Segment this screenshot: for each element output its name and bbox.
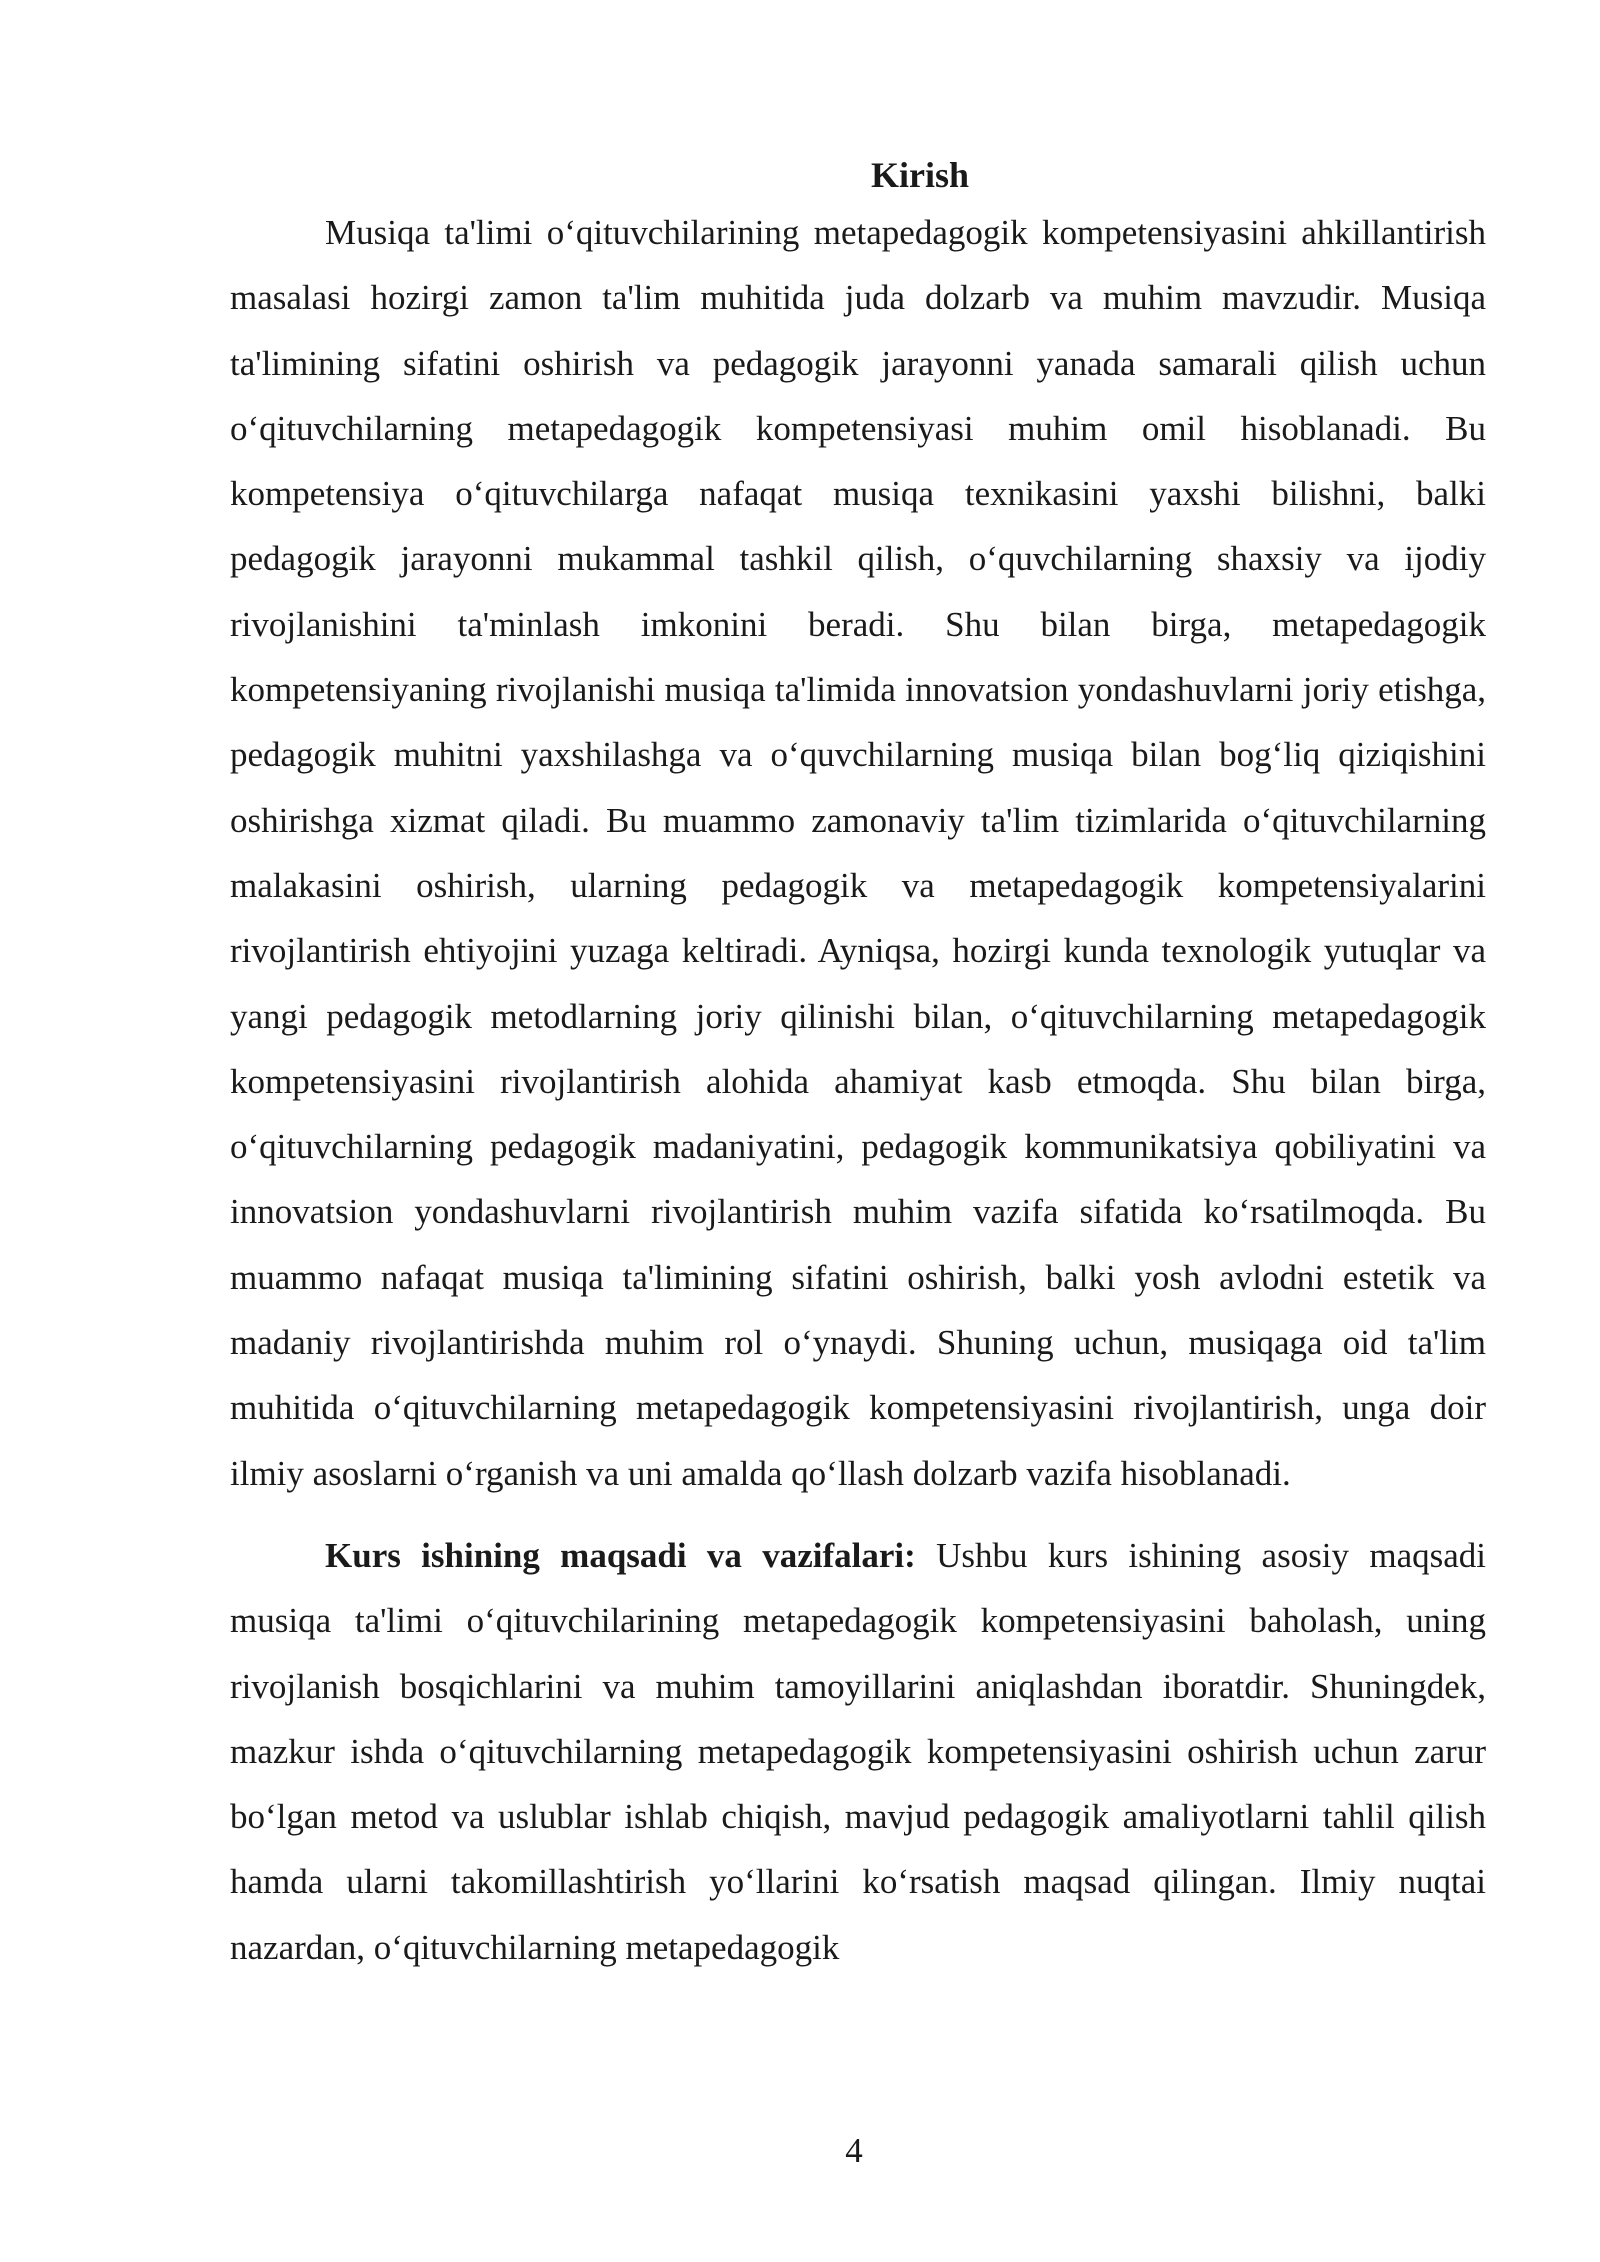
goals-lead: Kurs ishining maqsadi va vazifalari:: [325, 1535, 916, 1575]
intro-paragraph: Musiqa ta'limi o‘qituvchilarining metapedagogik kompetensiyasini ahkillantirish masalasi hozirgi zamon ta'lim muhitida juda dolzarb va muhim mavzudir. Musiqa ta'limining sifatini oshirish va pedagogik jarayonni yanada samarali qilish uchun o‘qituvchilarning metapedagogik kompetensiyasi muhim omil hisoblanadi. Bu kompetensiya o‘qituvchilarga nafaqat musiqa texnikasini yaxshi bilishni, balki pedagogik jarayonni mukammal tashkil qilish, o‘quvchilarning shaxsiy va ijodiy rivojlanishini ta'minlash imkonini beradi. Shu bilan birga, metapedagogik kompetensiyaning rivojlanishi musiqa ta'limida innovatsion yondashuvlarni joriy etishga, pedagogik muhitni yaxshilashga va o‘quvchilarning musiqa bilan bog‘liq qiziqishini oshirishga xizmat qiladi. Bu muammo zamonaviy ta'lim tizimlarida o‘qituvchilarning malakasini oshirish, ularning pedagogik va metapedagogik kompetensiyalarini rivojlantirish ehtiyojini yuzaga keltiradi. Ayniqsa, hozirgi kunda texnologik yutuqlar va yangi pedagogik metodlarning joriy qilinishi bilan, o‘qituvchilarning metapedagogik kompetensiyasini rivojlantirish alohida ahamiyat kasb etmoqda. Shu bilan birga, o‘qituvchilarning pedagogik madaniyatini, pedagogik kommunikatsiya qobiliyatini va innovatsion yondashuvlarni rivojlantirish muhim vazifa sifatida ko‘rsatilmoqda. Bu muammo nafaqat musiqa ta'limining sifatini oshirish, balki yosh avlodni estetik va madaniy rivojlantirishda muhim rol o‘ynaydi. Shuning uchun, musiqaga oid ta'lim muhitida o‘qituvchilarning metapedagogik kompetensiyasini rivojlantirish, unga doir ilmiy asoslarni o‘rganish va uni amalda qo‘llash dolzarb vazifa hisoblanadi.: [230, 213, 1486, 1493]
goals-paragraph: [230, 1523, 1486, 1980]
document-page: [230, 150, 1486, 1980]
section-heading: Kirish: [870, 155, 969, 195]
goals-body: Ushbu kurs ishining asosiy maqsadi musiqa ta'limi o‘qituvchilarining metapedagogik kompetensiyasini baholash, uning rivojlanish bosqichlarini va muhim tamoyillarini aniqlashdan iboratdir. Shuningdek, mazkur ishda o‘qituvchilarning metapedagogik kompetensiyasini oshirish uchun zarur bo‘lgan metod va uslublar ishlab chiqish, mavjud pedagogik amaliyotlarni tahlil qilish hamda ularni takomillashtirish yo‘llarini ko‘rsatish maqsad qilingan. Ilmiy nuqtai nazardan, o‘qituvchilarning metapedagogik: [230, 1535, 1486, 1967]
page-number: 4: [845, 2131, 863, 2170]
